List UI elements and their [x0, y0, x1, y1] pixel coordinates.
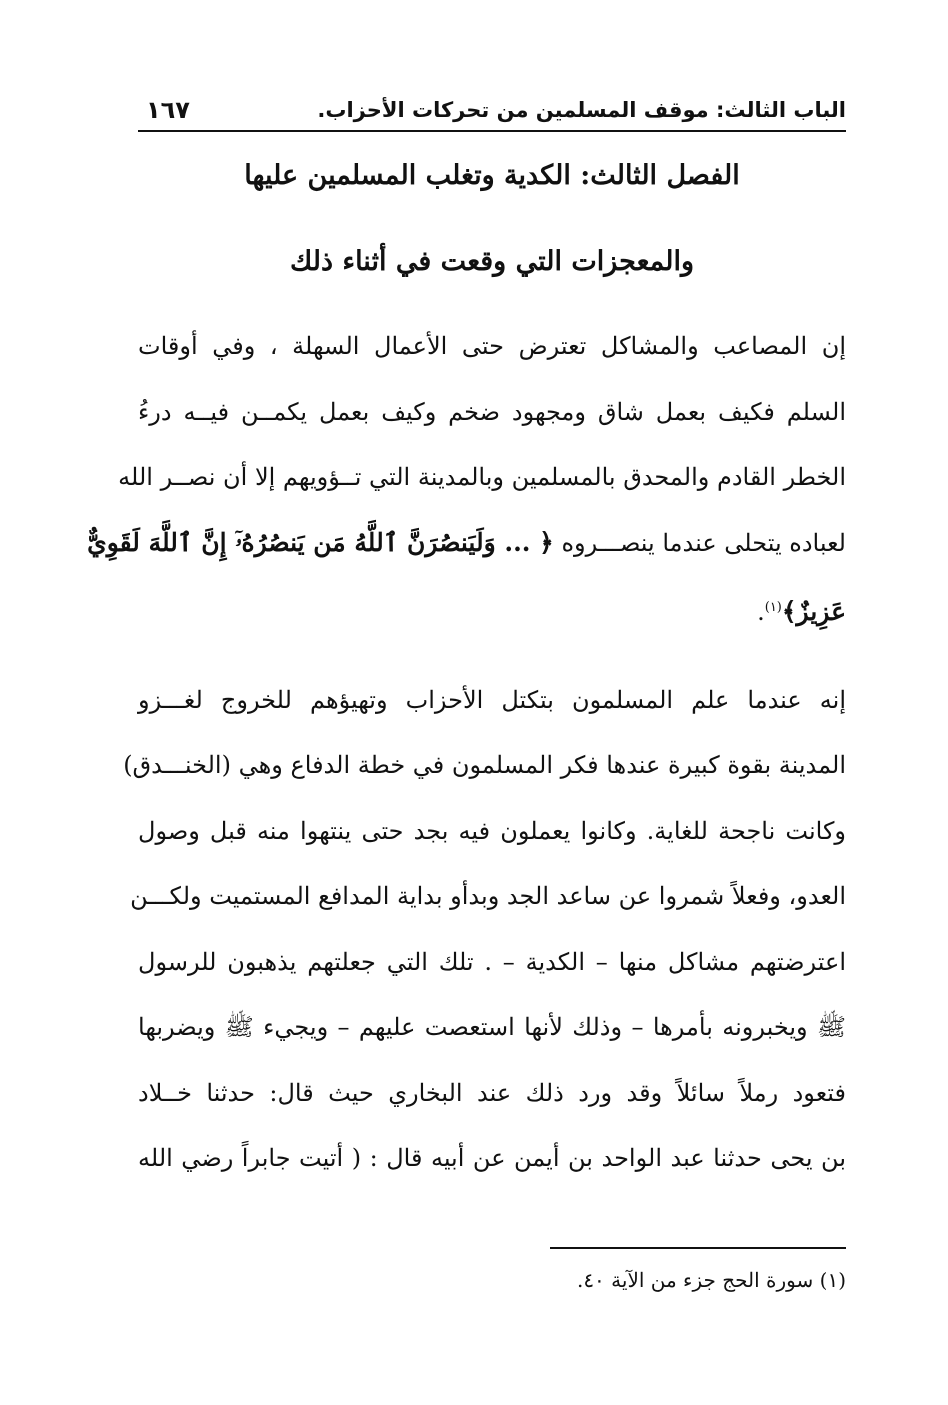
- quran-verse-part-1: ﴿ ... وَلَيَنصُرَنَّ ٱللَّهُ مَن يَنصُرُهُۥٓ إِنَّ ٱللَّهَ لَقَوِيٌّ: [87, 527, 554, 557]
- paragraph-2-line-6: ﷺ ويخبرونه بأمرها – وذلك لأنها استعصت عليهم – ويجيء ﷺ ويضربها: [138, 1013, 846, 1041]
- paragraph-2-line-1: إنه عندما علم المسلمون بتكتل الأحزاب وتهيؤهم للخروج لغـــزو: [138, 685, 846, 714]
- paragraph-2-line-3: وكانت ناجحة للغاية. وكانوا يعملون فيه بجد حتى ينتهوا منه قبل وصول: [138, 816, 846, 845]
- running-header-title: الباب الثالث: موقف المسلمين من تحركات الأحزاب.: [317, 98, 846, 122]
- paragraph-2-line-2: المدينة بقوة كبيرة عندها فكر المسلمون في خطة الدفاع وهي (الخنـــدق): [123, 751, 846, 779]
- body-text: [87, 320, 847, 1198]
- paragraph-2-line-5: اعترضتهم مشاكل منها – الكدية – . تلك التي جعلتهم يذهبون للرسول: [138, 947, 846, 976]
- paragraph-1-line-4: [87, 517, 846, 583]
- paragraph-2-line-8: بن يحى حدثنا عبد الواحد بن أيمن عن أبيه قال : ( أتيت جابراً رضي الله: [138, 1144, 847, 1172]
- paragraph-1-line-3: الخطر القادم والمحدق بالمسلمين وبالمدينة التي تــؤويهم إلا أن نصــر الله: [118, 463, 846, 491]
- paragraph-1-line-5: [138, 582, 846, 648]
- footnote-1: (١) سورة الحج جزء من الآية ٤٠.: [576, 1268, 846, 1292]
- quran-verse-part-2: عَزِيزٌ﴾: [781, 597, 846, 626]
- paragraph-1-line-2: السلم فكيف بعمل شاق ومجهود ضخم وكيف بعمل يكمــن فيــه درءُ: [138, 397, 846, 426]
- running-header: [138, 96, 846, 132]
- paragraph-2-line-4: العدو، وفعلاً شمروا عن ساعد الجد وبدأو بداية المدافع المستميت ولكـــن: [130, 882, 846, 910]
- paragraph-1-line-4-text: لعباده يتحلى عندما ينصـــروه: [561, 528, 846, 557]
- chapter-heading-line-1: الفصل الثالث: الكدية وتغلب المسلمين عليها: [244, 160, 740, 191]
- paragraph-2-line-7: فتعود رملاً سائلاً وقد ورد ذلك عند البخاري حيث قال: حدثنا خــلاد: [138, 1078, 846, 1107]
- chapter-heading-line-2: والمعجزات التي وقعت في أثناء ذلك: [289, 246, 694, 277]
- paragraph-1-line-1: إن المصاعب والمشاكل تعترض حتى الأعمال السهلة ، وفي أوقات: [138, 332, 846, 360]
- paragraph-gap: [138, 648, 846, 674]
- footnote-reference: (١): [764, 600, 782, 615]
- page-number: ١٦٧: [146, 96, 190, 124]
- paragraph-1-end-mark: .: [757, 598, 765, 626]
- footnote-separator: [550, 1247, 846, 1249]
